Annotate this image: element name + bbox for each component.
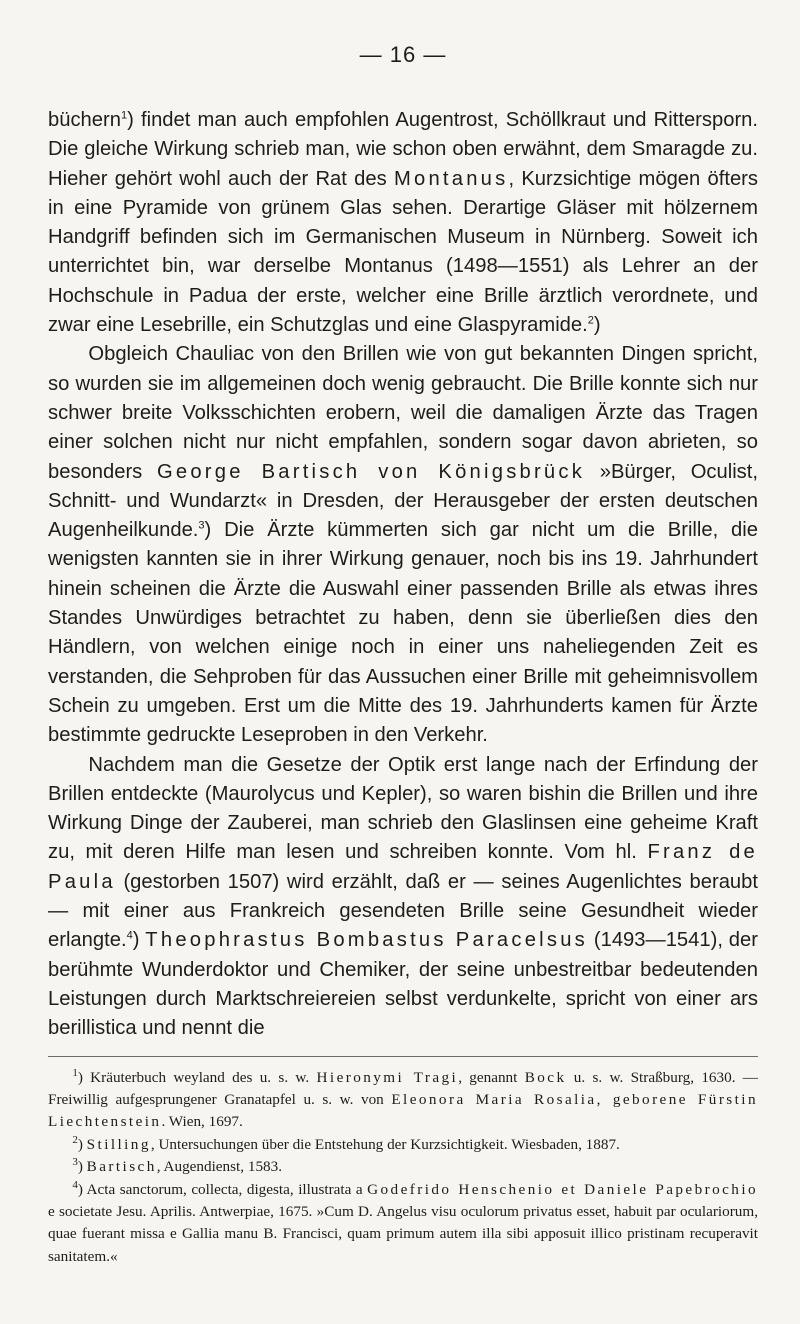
- footnote-marker: 1: [72, 1066, 78, 1079]
- text-run: büchern: [48, 109, 121, 131]
- spaced-name: Eleonora Maria Rosalia, geborene Fürstin Liechtenstein: [48, 1090, 758, 1131]
- spaced-name: Bartisch: [86, 1158, 157, 1176]
- spaced-name: Montanus: [393, 167, 509, 190]
- footnote-marker: 3: [72, 1156, 78, 1169]
- text-run: , Kurzsichtige mögen öfters in eine Pyramide von grünem Glas sehen. Derartige Gläser mit hölzernem Handgriff befinden sich im Germanischen Museum in Nürnberg. Soweit ich unterrichtet bin, war derselbe Montanus (1498—1551) als Lehrer an der Hochschule in Padua der erste, welcher eine Brille ärztlich verordnete, und zwar eine Lesebrille, ein Schutzglas und eine Glaspyramide.: [48, 167, 758, 337]
- footnote: [48, 1134, 758, 1156]
- page-number: — 16 —: [359, 42, 447, 67]
- footnote: [48, 1156, 758, 1178]
- text-run: Obgleich Chauliac von den Brillen wie von gut bekannten Dingen spricht, so wurden sie im allgemeinen doch wenig gebraucht. Die Brille konnte sich nur schwer breite Volksschichten erobern, weil die damaligen Ärzte das Tragen einer solchen nicht nur nicht empfahlen, sondern sogar davon abrieten, so besonders: [48, 343, 758, 483]
- text-run: ): [593, 314, 601, 337]
- text-run: ) Acta sanctorum, collecta, digesta, illustrata a: [77, 1180, 368, 1198]
- text-run: »Bürger, Oculist, Schnitt- und Wundarzt« in Dresden, der Herausgeber der ersten deutschen Augenheilkunde.: [48, 460, 758, 542]
- text-run: , genannt: [458, 1068, 525, 1086]
- text-run: ) findet man auch empfohlen Augentrost, Schöllkraut und Rittersporn. Die gleiche Wirkung schrieb man, wie schon oben erwähnt, dem Smaragde zu. Hieher gehört wohl auch der Rat des: [48, 109, 758, 190]
- text-run: e societate Jesu. Aprilis. Antwerpiae, 1675. »Cum D. Angelus visu oculorum privatus esset, habuit par oculariorum, quae fuerant missa e Gallia manu B. Francisci, quam primum autem illa sibi apposuit illico pristinam recuperavit sanitatem.«: [48, 1202, 758, 1265]
- spaced-name: Godefrido Henschenio et Daniele Papebrochio: [367, 1180, 758, 1198]
- text-run: , Untersuchungen über die Entstehung der Kurzsichtigkeit. Wiesbaden, 1887.: [150, 1135, 620, 1153]
- footnote-marker: 4: [126, 929, 133, 942]
- spaced-name: Bock: [524, 1068, 567, 1086]
- text-run: ): [132, 929, 146, 952]
- main-text: [48, 106, 758, 1044]
- footnote-marker: 2: [587, 314, 594, 327]
- paragraph: [48, 340, 758, 750]
- text-run: . Wien, 1697.: [161, 1113, 243, 1131]
- footnote-marker: 3: [198, 519, 205, 532]
- footnotes: [48, 1067, 758, 1269]
- footnote: [48, 1179, 758, 1269]
- text-run: ): [77, 1158, 87, 1176]
- text-run: ): [77, 1135, 87, 1153]
- text-run: ) Die Ärzte kümmerten sich gar nicht um die Brille, die wenigsten kannten sie in ihrer Wirkung genauer, noch bis ins 19. Jahrhundert hinein scheinen die Ärzte die Auswahl einer passenden Brille als etwas ihres Standes Unwürdiges betrachtet zu haben, denn sie überließen dies den Händlern, von welchen einige noch in einer uns naheliegenden Zeit es verstanden, die Sehproben für das Aussuchen einer Brille mit geheimnisvollem Schein zu umgeben. Erst um die Mitte des 19. Jahrhunderts kamen für Ärzte bestimmte gedruckte Leseproben in den Verkehr.: [48, 519, 758, 747]
- footnote-divider: [48, 1056, 758, 1057]
- spaced-name: Theophrastus Bombastus Paracelsus: [145, 929, 588, 952]
- spaced-name: Hieronymi Tragi: [316, 1068, 459, 1086]
- paragraph: [48, 106, 758, 340]
- footnote-marker: 4: [72, 1178, 78, 1191]
- footnote: [48, 1067, 758, 1134]
- text-run: ) Kräuterbuch weyland des u. s. w.: [77, 1068, 317, 1086]
- text-run: (1493—1541), der berühmte Wunderdoktor und Chemiker, der seine unbestreitbar bedeutenden Leistungen durch Marktschreiereien selbst verdunkelte, spricht von einer ars berillistica und nennt die: [48, 929, 758, 1040]
- footnote-marker: 1: [120, 109, 128, 122]
- spaced-name: Stilling: [86, 1135, 151, 1153]
- paragraph: [48, 751, 758, 1044]
- spaced-name: Franz de Paula: [48, 841, 758, 893]
- footnote-marker: 2: [72, 1133, 78, 1146]
- spaced-name: George Bartisch von Königsbrück: [156, 460, 586, 483]
- text-run: (gestorben 1507) wird erzählt, daß er — seines Augenlichtes beraubt — mit einer aus Frankreich gesendeten Brille seine Gesundheit wieder erlangte.: [48, 870, 758, 952]
- text-run: Nachdem man die Gesetze der Optik erst lange nach der Erfindung der Brillen entdeckte (Maurolycus und Kepler), so waren bishin die Brillen und ihre Wirkung Dinge der Zauberei, man schrieb den Glaslinsen eine geheime Kraft zu, mit deren Hilfe man lesen und schreiben konnte. Vom hl.: [48, 753, 758, 864]
- text-run: u. s. w. Straßburg, 1630. — Freiwillig aufgesprungener Granatapfel u. s. w. von: [48, 1068, 758, 1108]
- text-run: , Augendienst, 1583.: [156, 1158, 283, 1176]
